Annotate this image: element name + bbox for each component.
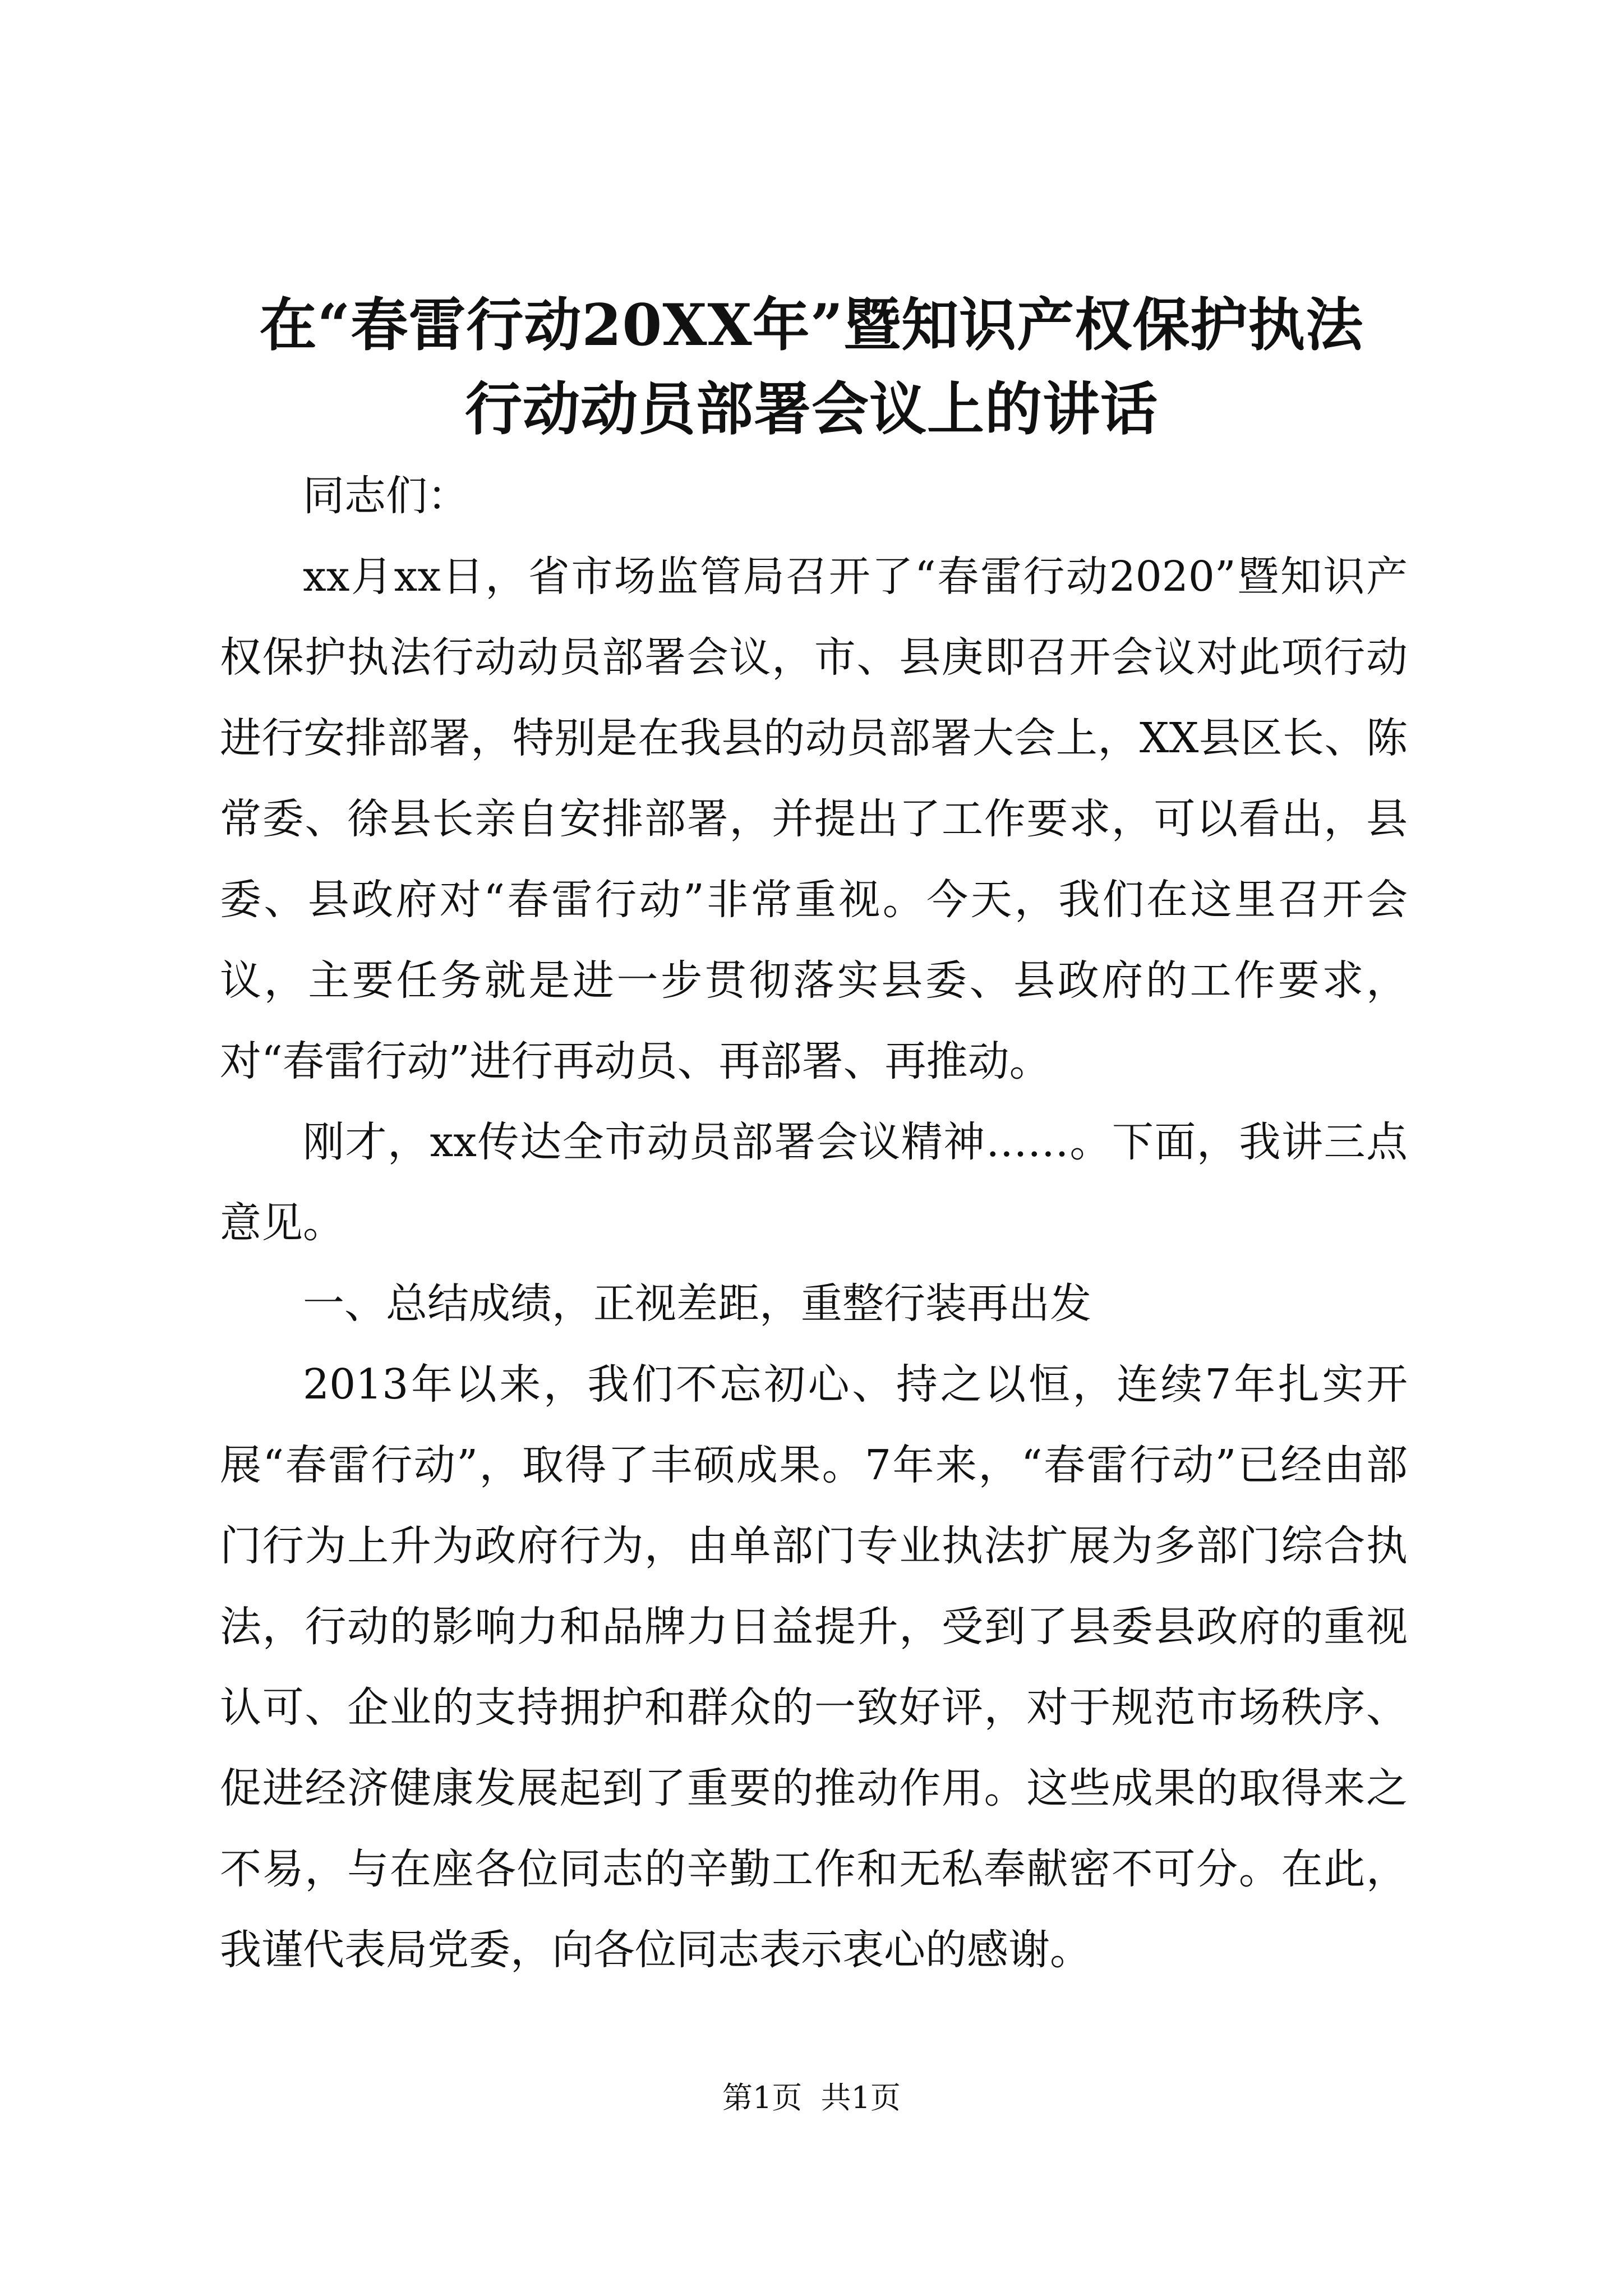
page-number: 第1页	[722, 2080, 803, 2115]
page-total: 共1页	[820, 2080, 901, 2115]
title-line-2: 行动动员部署会议上的讲话	[465, 376, 1158, 443]
salutation: 同志们：	[303, 472, 469, 520]
body-paragraph: 刚才，xx传达全市动员部署会议精神……。下面，我讲三点意见。	[220, 1118, 1408, 1247]
body-paragraph: 2013年以来，我们不忘初心、持之以恒，连续7年扎实开展“春雷行动”，取得了丰硕成果。7年来，“春雷行动”已经由部门行为上升为政府行为，由单部门专业执法扩展为多部门综合执法，行动的影响力和品牌力日益提升，受到了县委县政府的重视认可、企业的支持拥护和群众的一致好评，对于规范市场秩序、促进经济健康发展起到了重要的推动作用。这些成果的取得来之不易，与在座各位同志的辛勤工作和无私奉献密不可分。在此，我谨代表局党委，向各位同志表示衷心的感谢。	[220, 1360, 1408, 1974]
page-footer	[0, 2076, 1623, 2120]
section-heading: 一、总结成绩，正视差距，重整行装再出发	[303, 1280, 1091, 1328]
title-line-1: 在“春雷行动20XX年”暨知识产权保护执法	[259, 292, 1364, 359]
document-title	[168, 283, 1455, 452]
body-paragraph: xx月xx日，省市场监管局召开了“春雷行动2020”暨知识产权保护执法行动动员部署会议，市、县庚即召开会议对此项行动进行安排部署，特别是在我县的动员部署大会上，XX县区长、陈常委、徐县长亲自安排部署，并提出了工作要求，可以看出，县委、县政府对“春雷行动”非常重视。今天，我们在这里召开会议，主要任务就是进一步贯彻落实县委、县政府的工作要求，对“春雷行动”进行再动员、再部署、再推动。	[220, 553, 1408, 1085]
document-body	[220, 455, 1408, 1990]
